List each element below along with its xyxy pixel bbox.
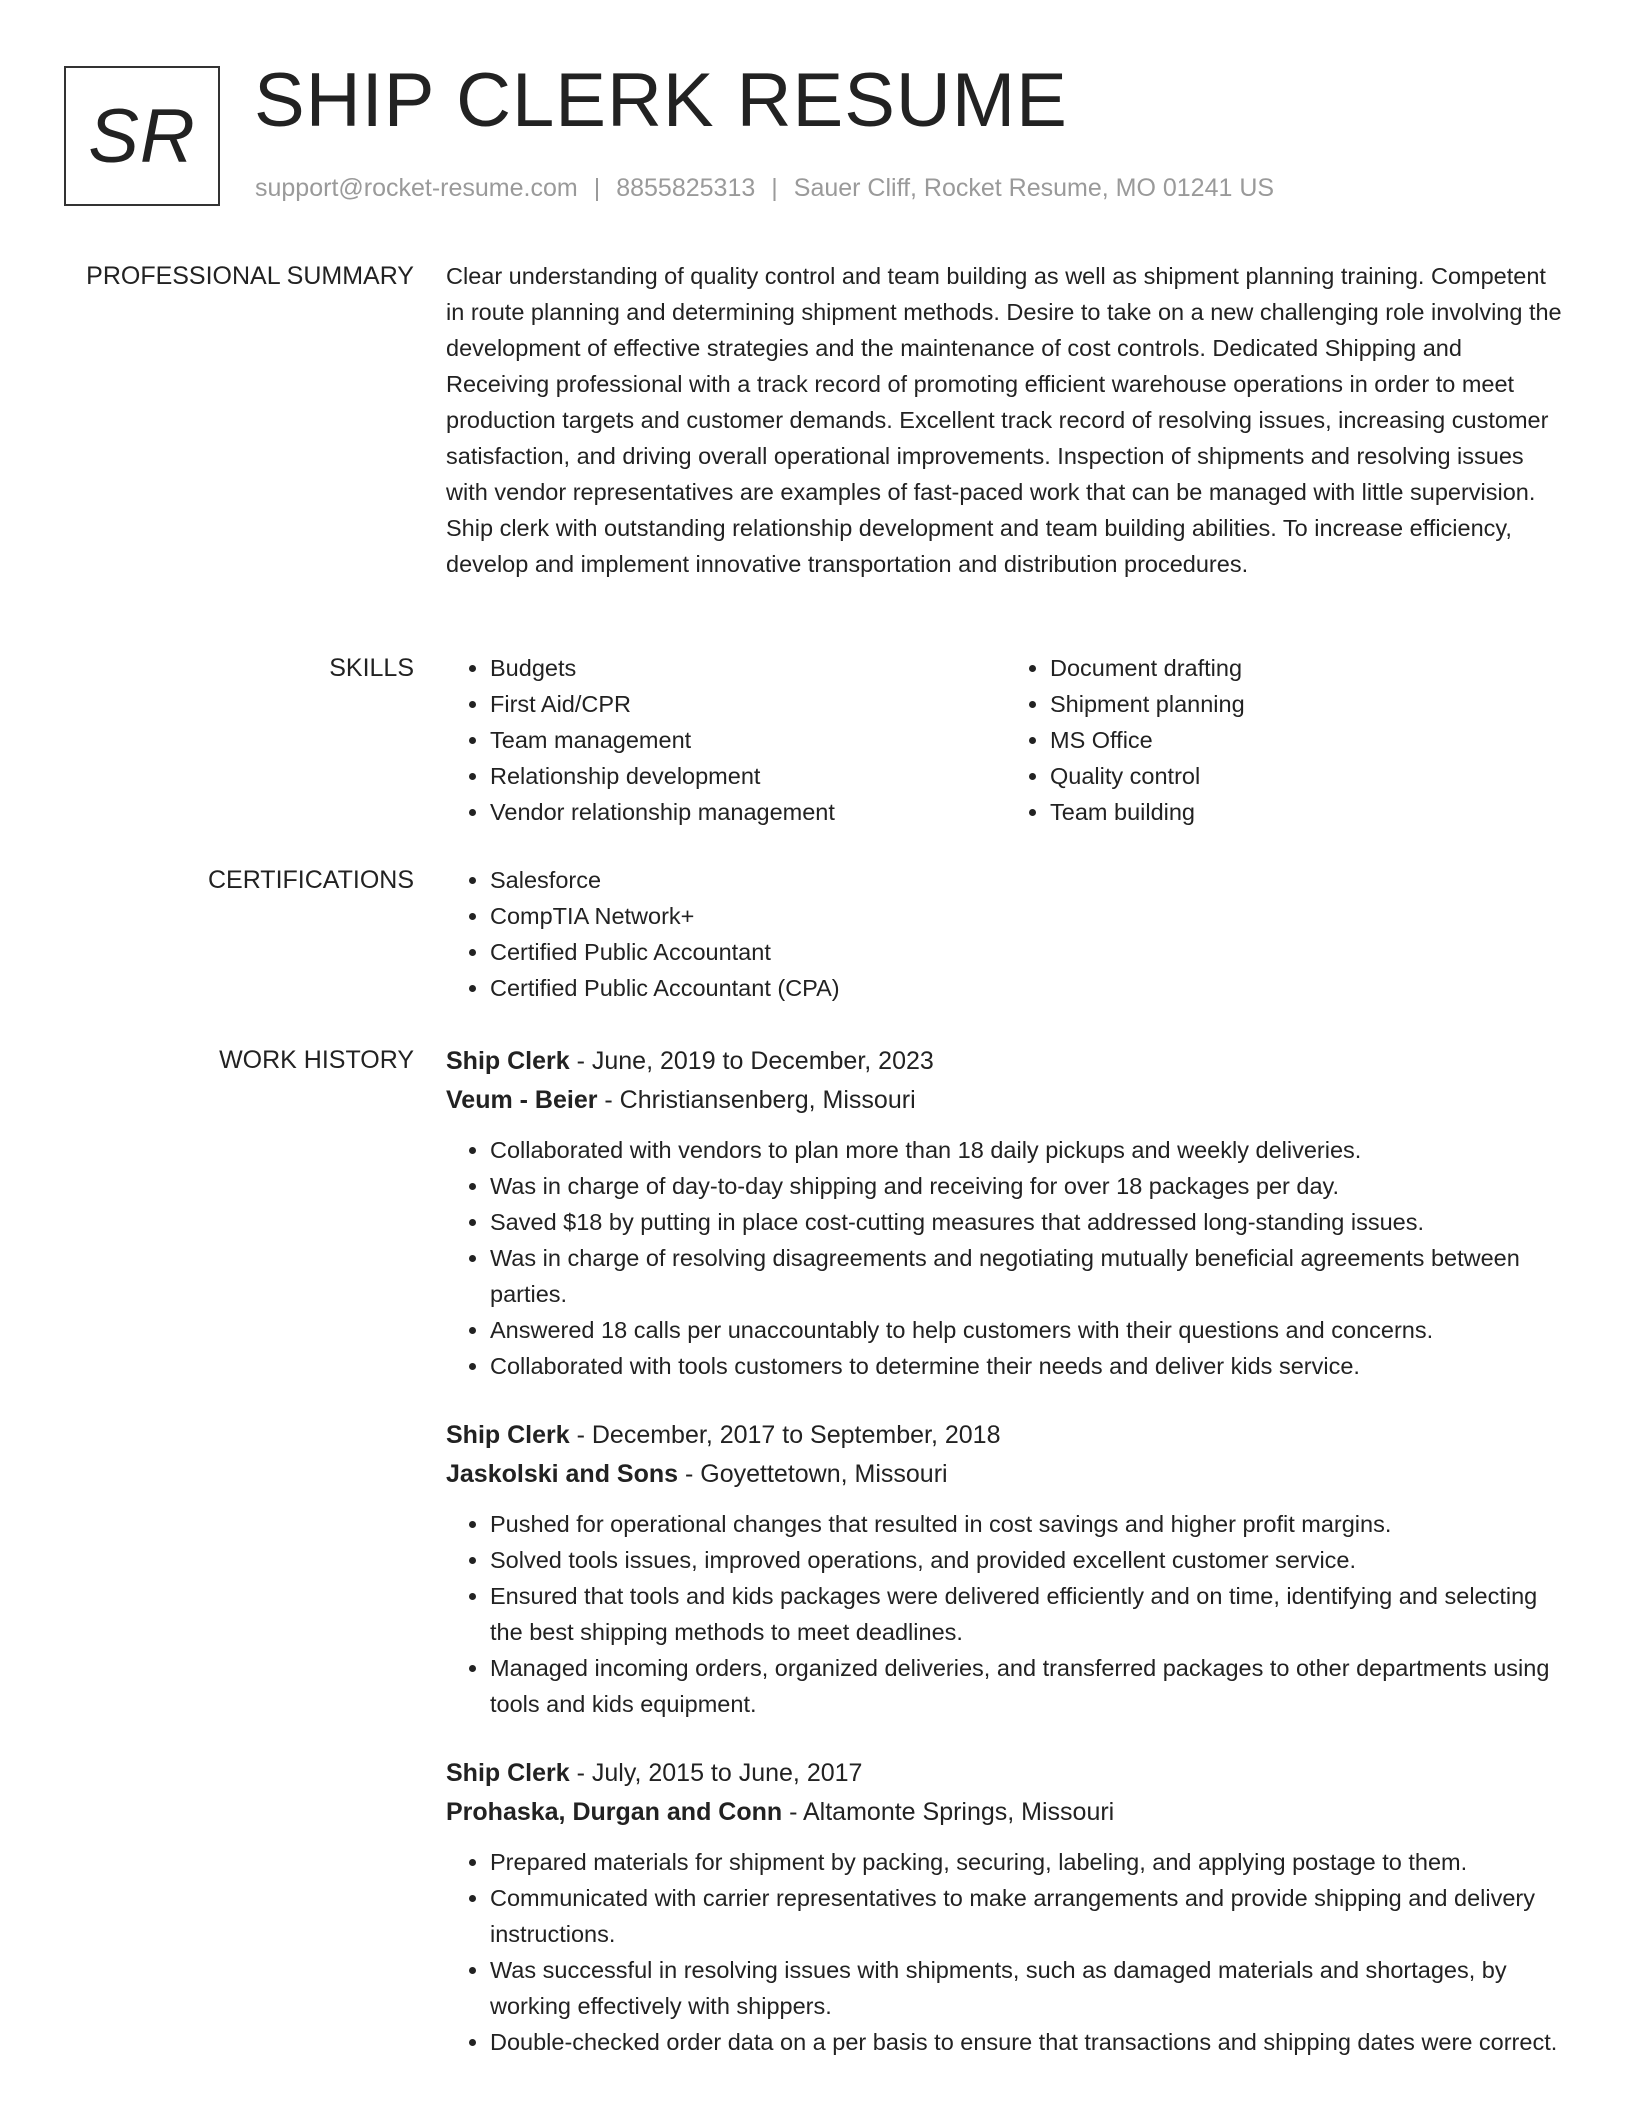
- job-location: - Goyettetown, Missouri: [678, 1460, 948, 1488]
- job-title: Ship Clerk: [446, 1421, 570, 1449]
- certification-item: • CompTIA Network+: [490, 898, 1566, 934]
- job-bullets: [446, 1506, 1566, 1722]
- job-bullet: • Saved $18 by putting in place cost-cutting measures that addressed long-standing issues.: [490, 1204, 1566, 1240]
- job-bullets: [446, 1132, 1566, 1384]
- job-bullet: • Double-checked order data on a per basis to ensure that transactions and shipping dates were correct.: [490, 2024, 1566, 2060]
- skill-item: • Relationship development: [490, 758, 1006, 794]
- work-history-heading: WORK HISTORY: [219, 1046, 414, 1074]
- job-location: - Christiansenberg, Missouri: [597, 1086, 916, 1114]
- skill-item: • MS Office: [1050, 722, 1566, 758]
- contact-separator: |: [771, 174, 778, 202]
- skills-list-left: [446, 650, 1006, 830]
- job-bullet: • Answered 18 calls per unaccountably to help customers with their questions and concerns.: [490, 1312, 1566, 1348]
- job-bullet: • Was successful in resolving issues with shipments, such as damaged materials and shortages, by working effectively with shippers.: [490, 1952, 1566, 2024]
- work-history-body: [446, 1042, 1566, 2092]
- job-bullet: • Managed incoming orders, organized deliveries, and transferred packages to other departments using tools and kids equipment.: [490, 1650, 1566, 1722]
- job-bullet: • Collaborated with tools customers to determine their needs and deliver kids service.: [490, 1348, 1566, 1384]
- certification-item: • Salesforce: [490, 862, 1566, 898]
- skill-item: • Vendor relationship management: [490, 794, 1006, 830]
- job-bullet: • Communicated with carrier representatives to make arrangements and provide shipping and delivery instructions.: [490, 1880, 1566, 1952]
- job-bullet: • Pushed for operational changes that resulted in cost savings and higher profit margins.: [490, 1506, 1566, 1542]
- job-heading: [446, 1042, 1566, 1080]
- job-location: - Altamonte Springs, Missouri: [782, 1798, 1115, 1826]
- skills-heading: SKILLS: [329, 654, 414, 682]
- certifications-body: [446, 862, 1566, 1006]
- skill-item: • Quality control: [1050, 758, 1566, 794]
- job-company: Veum - Beier: [446, 1086, 598, 1114]
- monogram-box: [64, 66, 220, 206]
- contact-address: Sauer Cliff, Rocket Resume, MO 01241 US: [793, 174, 1275, 202]
- skill-item: • Team management: [490, 722, 1006, 758]
- job-entry: [446, 1042, 1566, 1384]
- certification-item: • Certified Public Accountant: [490, 934, 1566, 970]
- monogram-initials: SR: [88, 93, 196, 179]
- certifications-heading: CERTIFICATIONS: [207, 866, 414, 894]
- job-dates: - June, 2019 to December, 2023: [569, 1047, 934, 1075]
- job-employer: [446, 1080, 1566, 1120]
- certification-item: • Certified Public Accountant (CPA): [490, 970, 1566, 1006]
- skill-item: • Shipment planning: [1050, 686, 1566, 722]
- job-employer: [446, 1792, 1566, 1832]
- job-bullet: • Ensured that tools and kids packages were delivered efficiently and on time, identifying and selecting the best shipping methods to meet deadlines.: [490, 1578, 1566, 1650]
- skill-item: • Budgets: [490, 650, 1006, 686]
- job-dates: - December, 2017 to September, 2018: [569, 1421, 1001, 1449]
- job-entry: [446, 1754, 1566, 2060]
- job-title: Ship Clerk: [446, 1047, 570, 1075]
- skill-item: • Document drafting: [1050, 650, 1566, 686]
- certifications-list: [446, 862, 1566, 1006]
- job-employer: [446, 1454, 1566, 1494]
- job-bullet: • Was in charge of day-to-day shipping and receiving for over 18 packages per day.: [490, 1168, 1566, 1204]
- resume-title: SHIP CLERK RESUME: [254, 58, 1068, 143]
- job-entry: [446, 1416, 1566, 1722]
- job-dates: - July, 2015 to June, 2017: [569, 1759, 863, 1787]
- contact-line: [255, 174, 1274, 203]
- summary-text: Clear understanding of quality control and team building as well as shipment planning training. Competent in route planning and determining shipment methods. Desire to take on a new challenging role involving the development of effective strategies and the maintenance of cost controls. Dedicated Shipping and Receiving professional with a track record of promoting efficient warehouse operations in order to meet production targets and customer demands. Excellent track record of resolving issues, increasing customer satisfaction, and driving overall operational improvements. Inspection of shipments and resolving issues with vendor representatives are examples of fast-paced work that can be managed with little supervision. Ship clerk with outstanding relationship development and team building abilities. To increase efficiency, develop and implement innovative transportation and distribution procedures.: [446, 263, 1562, 577]
- skills-list-right: [1006, 650, 1566, 830]
- contact-phone: 8855825313: [616, 174, 756, 202]
- summary-heading: PROFESSIONAL SUMMARY: [86, 262, 414, 290]
- job-company: Prohaska, Durgan and Conn: [446, 1798, 783, 1826]
- job-bullets: [446, 1844, 1566, 2060]
- job-title: Ship Clerk: [446, 1759, 570, 1787]
- job-bullet: • Was in charge of resolving disagreements and negotiating mutually beneficial agreements between parties.: [490, 1240, 1566, 1312]
- job-company: Jaskolski and Sons: [446, 1460, 679, 1488]
- skill-item: • Team building: [1050, 794, 1566, 830]
- skill-item: • First Aid/CPR: [490, 686, 1006, 722]
- job-heading: [446, 1416, 1566, 1454]
- skills-columns: [446, 650, 1566, 830]
- contact-separator: |: [593, 174, 601, 202]
- contact-email: support@rocket-resume.com: [255, 174, 578, 202]
- job-bullet: • Collaborated with vendors to plan more than 18 daily pickups and weekly deliveries.: [490, 1132, 1566, 1168]
- job-bullet: • Solved tools issues, improved operations, and provided excellent customer service.: [490, 1542, 1566, 1578]
- job-bullet: • Prepared materials for shipment by packing, securing, labeling, and applying postage to them.: [490, 1844, 1566, 1880]
- job-heading: [446, 1754, 1566, 1792]
